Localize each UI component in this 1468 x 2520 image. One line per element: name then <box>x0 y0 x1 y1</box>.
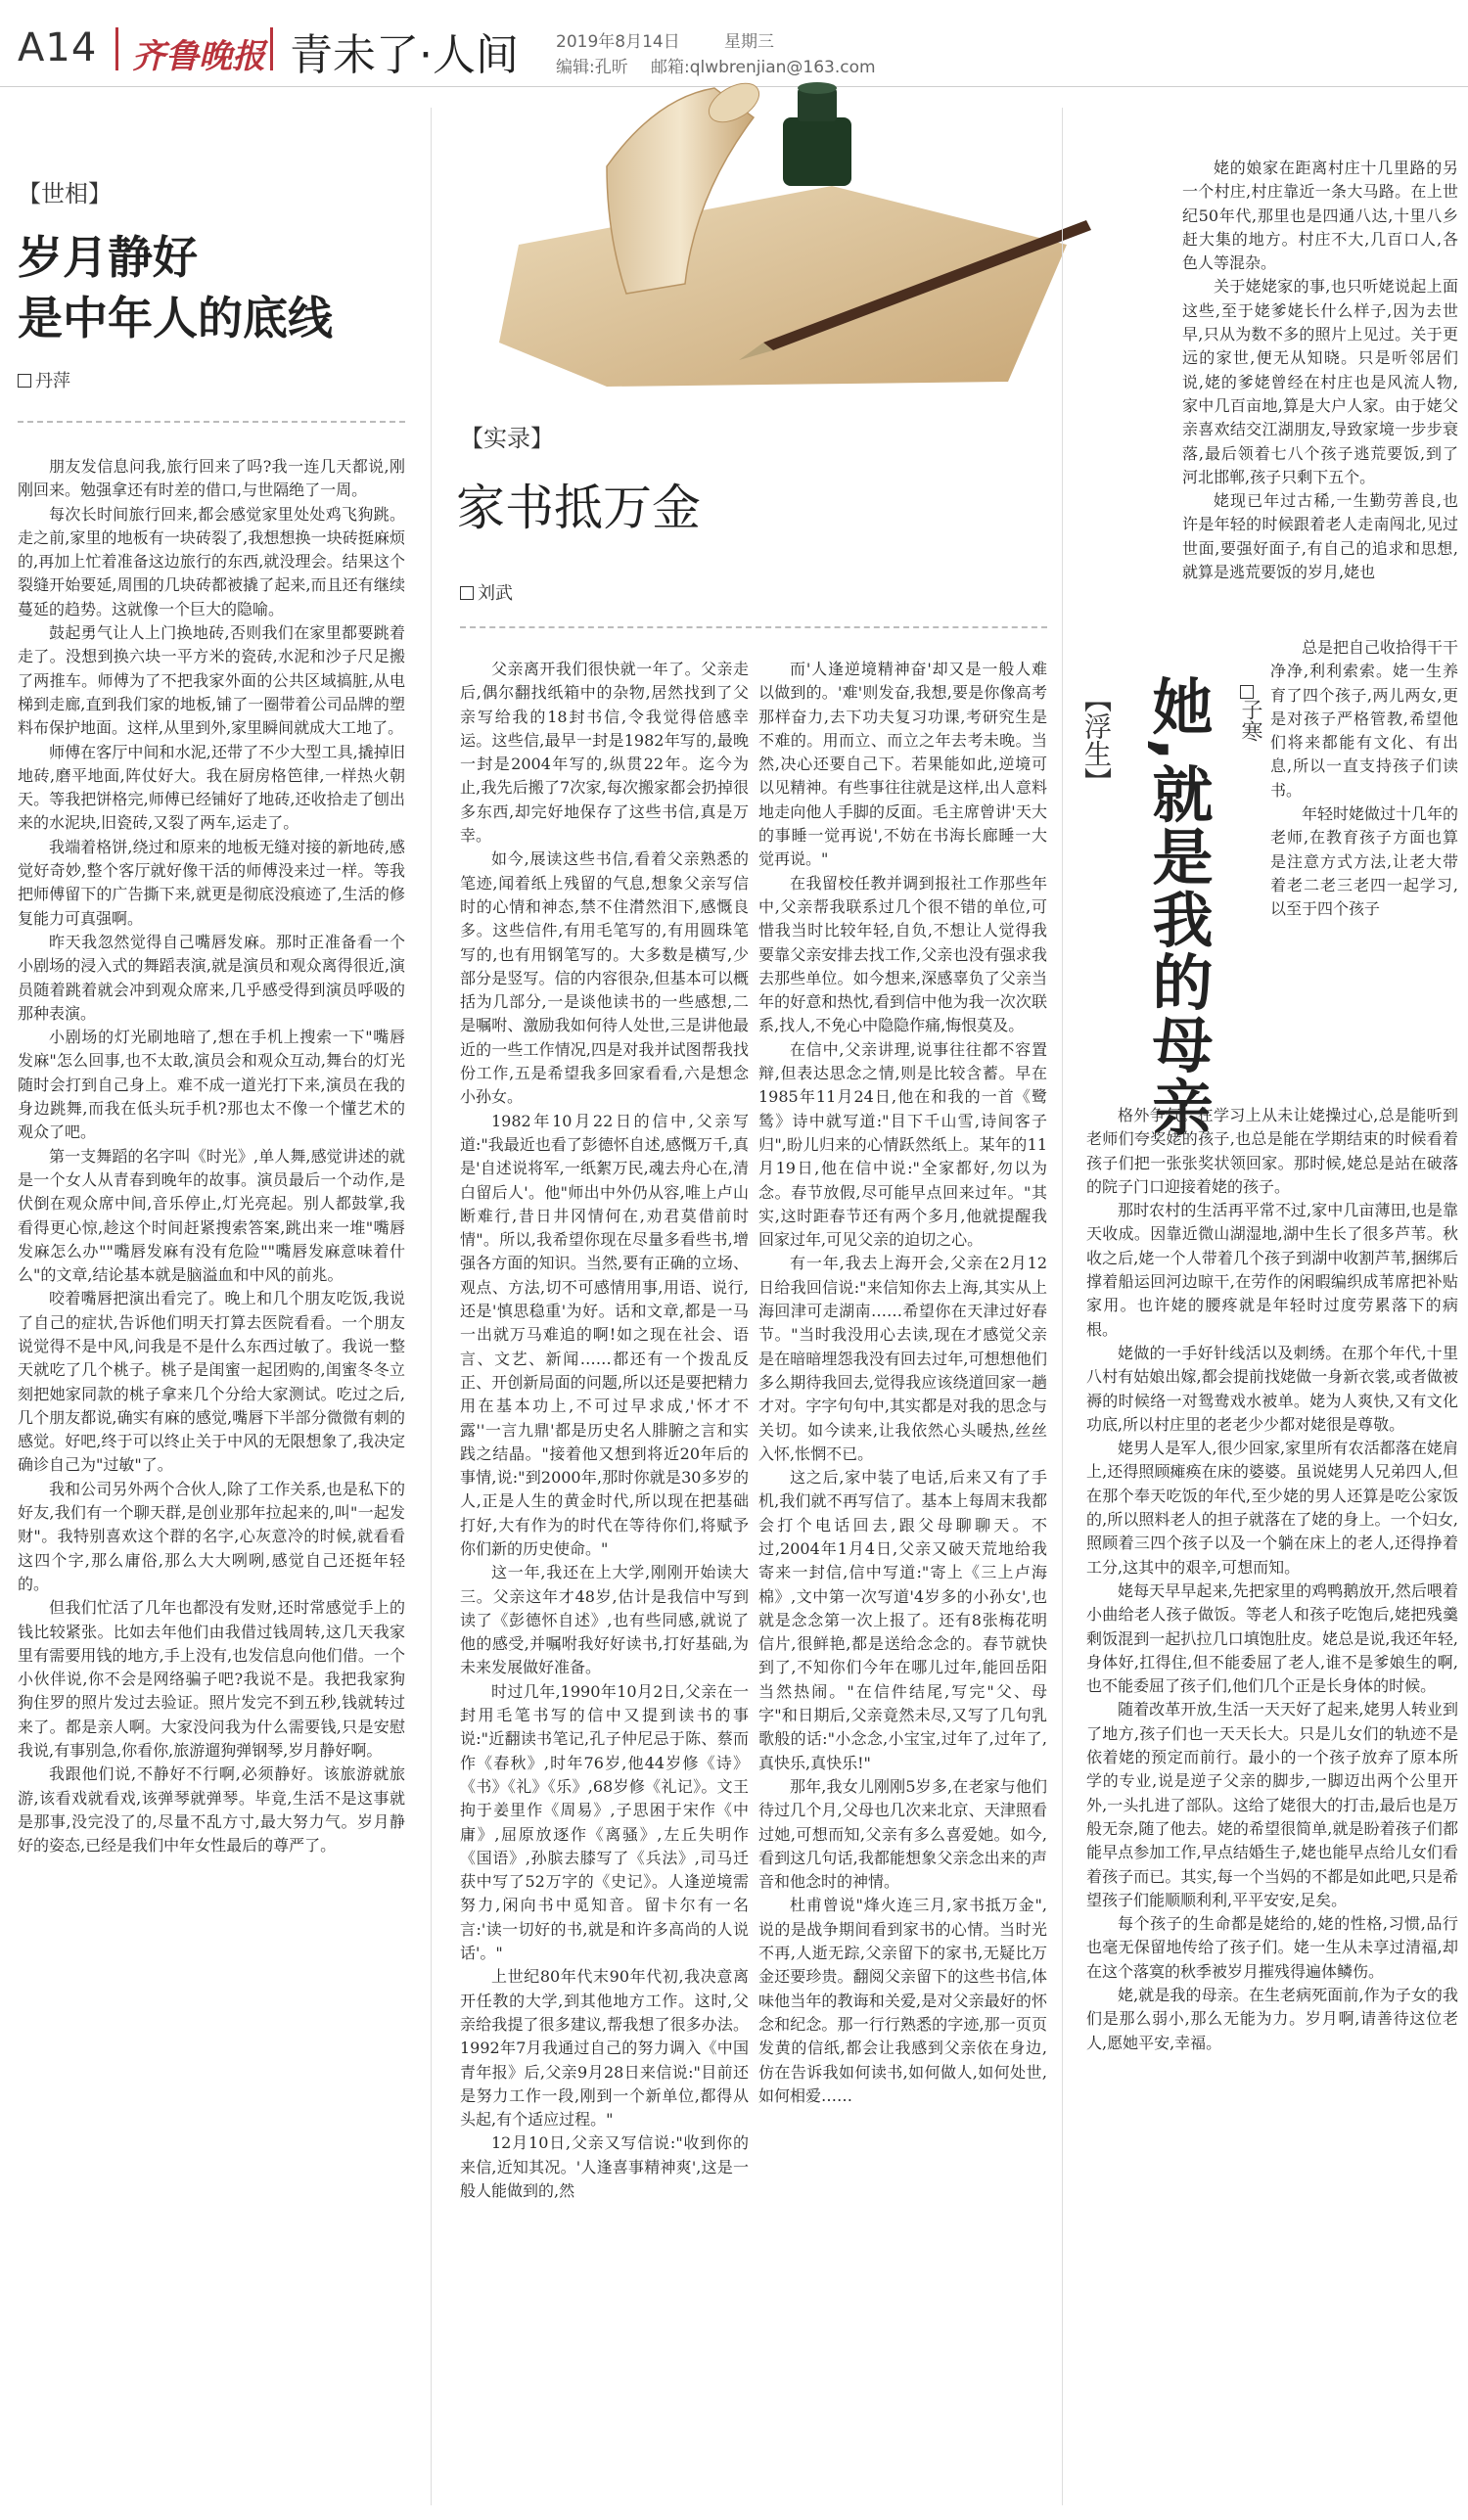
paragraph: 上世纪80年代末90年代初,我决意离开任教的大学,到其他地方工作。这时,父亲给我提了很多建议,帮我想了很多办法。1992年7月我通过自己的努力调入《中国青年报》后,父亲9月28日来信说:"目前还是努力工作一段,刚到一个新单位,都得从头起,有个适应过程。" <box>460 1967 749 2130</box>
byline-box-icon <box>18 374 31 388</box>
paragraph: 朋友发信息问我,旅行回来了吗?我一连几天都说,刚刚回来。勉强拿还有时差的借口,与世隔绝了一周。 <box>18 457 405 500</box>
article3-title: 她,就是我的母亲 <box>1142 675 1214 1139</box>
ink-bottle <box>783 117 851 186</box>
paragraph: 我跟他们说,不静好不行啊,必须静好。该旅游就旅游,该看戏就看戏,该弹琴就弹琴。毕竟,生活不是这事就是那事,没完没了的,尽量不乱方寸,最大努力气。岁月静好的姿态,已经是我们中年女性最后的尊严了。 <box>18 1764 405 1856</box>
paragraph: 每个孩子的生命都是姥给的,姥的性格,习惯,品行也毫无保留地传给了孩子们。姥一生从未享过清福,却在这个落寞的秋季被岁月摧残得遍体鳞伤。 <box>1086 1914 1458 1981</box>
article1-title-line2: 是中年人的底线 <box>18 292 333 344</box>
byline-box-icon <box>1240 685 1254 699</box>
paragraph: 随着改革开放,生活一天天好了起来,姥男人转业到了地方,孩子们也一天天长大。只是儿女们的轨迹不是依着姥的预定而前行。最小的一个孩子放弃了原本所学的专业,说是逆子父亲的脚步,一脚迈出两个公里开外,一头扎进了部队。这给了姥很大的打击,最后也是万般无奈,随了他去。姥的希望很简单,就是盼着孩子们都能早点参加工作,早点结婚生子,姥也能早点给儿女们看着孩子而已。其实,每一个当妈的不都是如此吧,只是希望孩子们能顺顺利利,平平安安,足矣。 <box>1086 1700 1458 1909</box>
paragraph: 我和公司另外两个合伙人,除了工作关系,也是私下的好友,我们有一个聊天群,是创业那年拉起来的,叫"一起发财"。我特别喜欢这个群的名字,心灰意冷的时候,就看看这四个字,那么庸俗,那么大大咧咧,感觉自己还挺年轻的。 <box>18 1479 405 1593</box>
paragraph: 而'人逢逆境精神奋'却又是一般人难以做到的。'难'则发奋,我想,要是你像高考那样奋力,去下功夫复习功课,考研究生是不难的。用而立、而立之年去考未晚。当然,决心还要自己下。若果能如此,逆境可以见精神。有些事往往就是这样,出人意料地走向他人手脚的反面。毛主席曾讲'天大的事睡一觉再说',不妨在书海长廊睡一大觉再说。" <box>758 660 1047 869</box>
paragraph: 那年,我女儿刚刚5岁多,在老家与他们待过几个月,父母也几次来北京、天津照看过她,可想而知,父亲有多么喜爱她。如今,看到这几句话,我都能想象父亲念出来的声音和他念时的神情。 <box>758 1776 1047 1892</box>
paragraph: 第一支舞蹈的名字叫《时光》,单人舞,感觉讲述的就是一个女人从青春到晚年的故事。演员最后一个动作,是伏倒在观众席中间,音乐停止,灯光亮起。别人都鼓掌,我看得更心惊,趁这个时间赶紧搜索答案,跳出来一堆"嘴唇发麻怎么办""嘴唇发麻有没有危险""嘴唇发麻意味着什么"的文章,结论基本就是脑溢血和中风的前兆。 <box>18 1146 405 1285</box>
paragraph: 这之后,家中装了电话,后来又有了手机,我们就不再写信了。基本上每周末我都会打个电话回去,跟父母聊聊天。不过,2004年1月4日,父亲又破天荒地给我寄来一封信,信中写道:"寄上《三上卢海棉》,文中第一次写道'4岁多的小孙女',也就是念念第一次上报了。还有8张梅花明信片,很鲜艳,都是送给念念的。春节就快到了,不知你们今年在哪儿过年,能回岳阳当然热闹。"在信件结尾,写完"父、母字"和日期后,父亲竟然未尽,又写了几句乳歌般的话:"小念念,小宝宝,过年了,过年了,真快乐,真快乐!" <box>758 1468 1047 1772</box>
article2-author: 刘武 <box>478 583 513 604</box>
paragraph: 关于姥姥家的事,也只听姥说起上面这些,至于姥爹姥长什么样子,因为去世早,只从为数不多的照片上见过。关于更远的家世,便无从知晓。只是听邻居们说,姥的爹姥曾经在村庄也是风流人物,家中几百亩地,算是大户人家。由于姥父亲喜欢结交江湖朋友,导致家境一步步衰落,最后领着七八个孩子逃荒要饭,到了河北邯郸,孩子只剩下五个。 <box>1182 277 1458 486</box>
paragraph: 师傅在客厅中间和水泥,还带了不少大型工具,撬掉旧地砖,磨平地面,阵仗好大。我在厨房格笆律,一样热火朝天。等我把饼格完,师傅已经铺好了地砖,还收拾走了刨出来的水泥块,旧瓷砖,又裂了两车,运走了。 <box>18 742 405 833</box>
article2-column1 <box>460 658 749 2507</box>
paragraph: 姥做的一手好针线活以及刺绣。在那个年代,十里八村有姑娘出嫁,都会提前找姥做一身新衣裳,或者做被褥的时候络一对鸳鸯戏水被单。姥为人爽快,又有文化功底,所以村庄里的老老少少都对姥很是尊敬。 <box>1086 1343 1458 1434</box>
paragraph: 昨天我忽然觉得自己嘴唇发麻。那时正准备看一个小剧场的浸入式的舞蹈表演,就是演员和观众离得很近,演员随着跳着就会冲到观众席来,几乎感受得到演员呼吸的那种表演。 <box>18 932 405 1023</box>
paragraph: 在信中,父亲讲理,说事往往都不容置辩,但表达思念之情,则是比较含蓄。早在1985年11月24日,他在和我的一首《鹭鸶》诗中就写道:"目下千山雪,诗间客子归",盼儿归来的心情跃然纸上。某年的11月19日,他在信中说:"全家都好,勿以为念。春节放假,尽可能早点回来过年。"其实,这时距春节还有两个多月,他就提醒我回家过年,可见父亲的迫切之心。 <box>758 1039 1047 1250</box>
paragraph: 每次长时间旅行回来,都会感觉家里处处鸡飞狗跳。走之前,家里的地板有一块砖裂了,我想想换一块砖挺麻烦的,再加上忙着准备这边旅行的东西,就没理会。结果这个裂缝开始要延,周围的几块砖都被撬了起来,而且还有继续蔓延的趋势。这就像一个巨大的隐喻。 <box>18 504 405 619</box>
paragraph: 小剧场的灯光刷地暗了,想在手机上搜索一下"嘴唇发麻"怎么回事,也不太敢,演员会和观众互动,舞台的灯光随时会打到自己身上。难不成一道光打下来,演员在我的身边跳舞,而我在低头玩手机?那也太不像一个懂艺术的观众了吧。 <box>18 1028 405 1142</box>
paragraph: 在我留校任教并调到报社工作那些年中,父亲帮我联系过几个很不错的单位,可惜我当时比较年轻,自负,不想让人觉得我要靠父亲安排去找工作,父亲也没有强求我去那些单位。如今想来,深感辜负了父亲当年的好意和热忱,看到信中他为我一次次联系,找人,不免心中隐隐作痛,悔恨莫及。 <box>758 873 1047 1035</box>
newspaper-logo: 齐鲁晚报 <box>132 37 265 76</box>
paragraph: 我端着格饼,绕过和原来的地板无缝对接的新地砖,感觉好奇妙,整个客厅就好像干活的师傅没来过一样。等我把师傅留下的广告撕下来,就更是彻底没痕迹了,生活的修复能力可真强啊。 <box>18 837 405 928</box>
article2-column2 <box>758 658 1047 2507</box>
paragraph: 时过几年,1990年10月2日,父亲在一封用毛笔书写的信中又提到读书的事说:"近翻读书笔记,孔子仲尼忌于陈、蔡而作《春秋》,时年76岁,他44岁修《诗》《书》《礼》《乐》,68岁修《礼记》。文王拘于姜里作《周易》,子思困于宋作《中庸》,屈原放逐作《离骚》,左丘失明作《国语》,孙膑去膝写了《兵法》,司马迁获中写了52万字的《史记》。人逢逆境需努力,闲向书中觅知音。留卡尔有一名言:'读一切好的书,就是和许多高尚的人说话'。" <box>460 1681 749 1963</box>
paragraph: 鼓起勇气让人上门换地砖,否则我们在家里都要跳着走了。没想到换六块一平方米的瓷砖,水泥和沙子尺足搬了两推车。师傅为了不把我家外面的公共区域搞脏,从电梯到走廊,直到我们家的地板,铺了一圈带着公司品牌的塑料布保护地面。这样,从里到外,家里瞬间就成大工地了。 <box>18 623 405 738</box>
header-divider <box>270 27 273 70</box>
paragraph: 总是把自己收拾得干干净净,利利索索。姥一生养育了四个孩子,两儿两女,更是对孩子严格管教,希望他们将来都能有文化、有出息,所以一直支持孩子们读书。 <box>1270 638 1458 800</box>
article3-body-bottom <box>1086 1104 1458 2507</box>
issue-date: 2019年8月14日 <box>556 32 680 52</box>
article3-tag: 【浮生】 <box>1080 685 1113 795</box>
paragraph: 那时农村的生活再平常不过,家中几亩薄田,也是靠天收成。因靠近微山湖湿地,湖中生长了很多芦苇。秋收之后,姥一个人带着几个孩子到湖中收割芦苇,捆绑后撑着船运回河边晾干,在劳作的闲暇编织成苇席把补贴家用。也许姥的腰疼就是年轻时过度劳累落下的病根。 <box>1086 1201 1458 1339</box>
article3-body-mid <box>1270 636 1458 1096</box>
column-rule <box>431 108 432 2505</box>
header-divider <box>115 27 118 70</box>
article1-separator <box>18 421 405 423</box>
page-number: A14 <box>18 25 98 70</box>
paragraph: 父亲离开我们很快就一年了。父亲走后,偶尔翻找纸箱中的杂物,居然找到了父亲写给我的18封书信,令我觉得倍感幸运。这些信,最早一封是1982年写的,最晚一封是2004年写的,纵贯22年。迄今为止,我先后搬了7次家,每次搬家都会扔掉很多东西,却完好地保存了这些书信,真是万幸。 <box>460 660 749 846</box>
parchment-sheet <box>499 186 1067 387</box>
issue-weekday: 星期三 <box>724 32 774 52</box>
paragraph: 如今,展读这些书信,看着父亲熟悉的笔迹,闻着纸上残留的气息,想象父亲写信时的心情和神态,禁不住潸然泪下,感慨良多。这些信件,有用毛笔写的,有用圆珠笔写的,也有用钢笔写的。大多数是横写,少部分是竖写。信的内容很杂,但基本可以概括为几部分,一是谈他读书的一些感想,二是嘱咐、激励我如何待人处世,三是讲他最近的一些工作情况,四是对我并试图帮我找份工作,五是希望我多回家看看,六是想念小孙女。 <box>460 849 749 1107</box>
article1-body <box>18 455 405 2505</box>
paragraph: 咬着嘴唇把演出看完了。晚上和几个朋友吃饭,我说了自己的症状,告诉他们明天打算去医院看看。一个朋友说觉得不是中风,问我是不是什么东西过敏了。我说一整天就吃了几个桃子。桃子是闺蜜一起团购的,闺蜜冬冬立刻把她家同款的桃子拿来几个分给大家测试。吃过之后,几个朋友都说,确实有麻的感觉,嘴唇下半部分微微有刺的感觉。好吧,终于可以终止关于中风的无限想象了,我决定确诊自己为"过敏"了。 <box>18 1289 405 1475</box>
editor-credit: 编辑:孔昕 <box>556 58 628 77</box>
paragraph: 格外争气。在学习上从未让姥操过心,总是能听到老师们夸奖姥的孩子,也总是能在学期结束的时候看着孩子们把一张张奖状领回家。那时候,姥总是站在破落的院子门口迎接着姥的孩子。 <box>1086 1106 1458 1196</box>
article2-separator <box>460 626 1047 628</box>
article3-byline <box>1235 685 1265 742</box>
section-title: 青未了·人间 <box>290 30 519 80</box>
paragraph: 姥现已年过古稀,一生勤劳善良,也许是年轻的时候跟着老人走南闯北,见过世面,要强好面子,有自己的追求和思想,就算是逃荒要饭的岁月,姥也 <box>1182 491 1458 582</box>
article2-byline <box>460 579 513 605</box>
paragraph: 年轻时姥做过十几年的老师,在教育孩子方面也算是注意方式方法,让老大带着老二老三老四一起学习,以至于四个孩子 <box>1270 804 1458 919</box>
article2-title: 家书抵万金 <box>456 480 701 536</box>
paragraph: 姥的娘家在距离村庄十几里路的另一个村庄,村庄靠近一条大马路。在上世纪50年代,那里也是四通八达,十里八乡赶大集的地方。村庄不大,几百口人,各色人等混杂。 <box>1182 159 1458 273</box>
article1-tag: 【世相】 <box>18 180 112 207</box>
article3-body-top <box>1182 157 1458 630</box>
article1-byline <box>18 367 70 392</box>
paragraph: 姥男人是军人,很少回家,家里所有农活都落在姥肩上,还得照顾瘫痪在床的婆婆。虽说姥男人兄弟四人,但在那个奉天吃饭的年代,至少姥的男人还算是吃公家饭的,所以照料老人的担子就落在了姥的身上。一个妇女,照顾着三四个孩子以及一个躺在床上的老人,还得挣着工分,这其中的艰辛,可想而知。 <box>1086 1439 1458 1577</box>
byline-box-icon <box>460 586 474 600</box>
article1-title <box>18 227 333 348</box>
article2-tag: 【实录】 <box>460 425 554 452</box>
paragraph: 有一年,我去上海开会,父亲在2月12日给我回信说:"来信知你去上海,其实从上海回津可走湖南……希望你在天津过好春节。"当时我没用心去读,现在才感觉父亲是在暗暗埋怨我没有回去过年,可想想他们多么期待我回去,觉得我应该绕道回家一趟才对。字字句句中,其实都是对我的思念与关切。如今读来,让我依然心头暖热,丝丝入怀,怅惘不已。 <box>758 1254 1047 1463</box>
article1-author: 丹萍 <box>35 371 70 391</box>
article3-author: 子寒 <box>1238 699 1262 742</box>
paragraph: 杜甫曾说"烽火连三月,家书抵万金",说的是战争期间看到家书的心情。当时光不再,人逝无踪,父亲留下的家书,无疑比万金还要珍贵。翻阅父亲留下的这些书信,体味他当年的教诲和关爱,是对父亲最好的怀念和纪念。那一行行熟悉的字迹,那一页页发黄的信纸,都会让我感到父亲依在身边,仿在告诉我如何读书,如何做人,如何处世,如何相爱…… <box>758 1896 1047 2105</box>
paragraph: 但我们忙活了几年也都没有发财,还时常感觉手上的钱比较紧张。比如去年他们由我借过钱周转,这几天我家里有需要用钱的地方,手上没有,也发信息向他们借。一个小伙伴说,你不会是网络骗子吧?我说不是。我把我家狗狗住罗的照片发过去验证。照片发完不到五秒,钱就转过来了。都是亲人啊。大家没问我为什么需要钱,只是安慰我说,有事别急,你看你,旅游遛狗弹钢琴,岁月静好啊。 <box>18 1598 405 1761</box>
article1-title-line1: 岁月静好 <box>18 231 198 284</box>
paragraph: 姥,就是我的母亲。在生老病死面前,作为子女的我们是那么弱小,那么无能为力。岁月啊,请善待这位老人,愿她平安,幸福。 <box>1086 1985 1458 2052</box>
column-rule <box>1062 108 1063 2505</box>
scroll-and-pen-illustration <box>460 59 1096 391</box>
paragraph: 这一年,我还在上大学,刚刚开始读大三。父亲这年才48岁,估计是我信中写到读了《彭德怀自述》,也有些同感,就说了他的感受,并嘱咐我好好读书,打好基础,为未来发展做好准备。 <box>460 1563 749 1677</box>
paragraph: 姥每天早早起来,先把家里的鸡鸭鹅放开,然后喂着小曲给老人孩子做饭。等老人和孩子吃饱后,姥把残羹剩饭混到一起扒拉几口填饱肚皮。姥总是说,我还年轻,身体好,扛得住,但不能委屈了老人,谁不是爹娘生的啊,也不能委屈了孩子们,他们几个正是长身体的时候。 <box>1086 1581 1458 1696</box>
editor-email: 邮箱:qlwbrenjian@163.com <box>651 58 876 77</box>
paragraph: 12月10日,父亲又写信说:"收到你的来信,近知其况。'人逢喜事精神爽',这是一般人能做到的,然 <box>460 2133 749 2200</box>
paragraph: 1982年10月22日的信中,父亲写道:"我最近也看了彭德怀自述,感慨万千,真是'自述说将军,一纸絮万民,魂去舟心在,清白留后人'。他"师出中外仍从容,唯上卢山断难行,昔日井冈情何在,劝君莫借前时情"。所以,我希望你现在尽量多看些书,增强各方面的知识。当然,要有正确的立场、观点、方法,切不可感情用事,用语、说行,还是'慎思稳重'为好。话和文章,都是一马一出就万马难追的啊!如之现在社会、语言、文艺、新闻……都还有一个拨乱反正、开创新局面的问题,所以还是要把精力用在基本功上,不可过早求成,'怀才不露''一言九鼎'都是历史名人腓腑之言和实践之结晶。"接着他又想到将近20年后的事情,说:"到2000年,那时你就是30多岁的人,正是人生的黄金时代,所以现在把基础打好,大有作为的时代在等待你们,将赋予你们新的历史使命。" <box>460 1111 749 1558</box>
